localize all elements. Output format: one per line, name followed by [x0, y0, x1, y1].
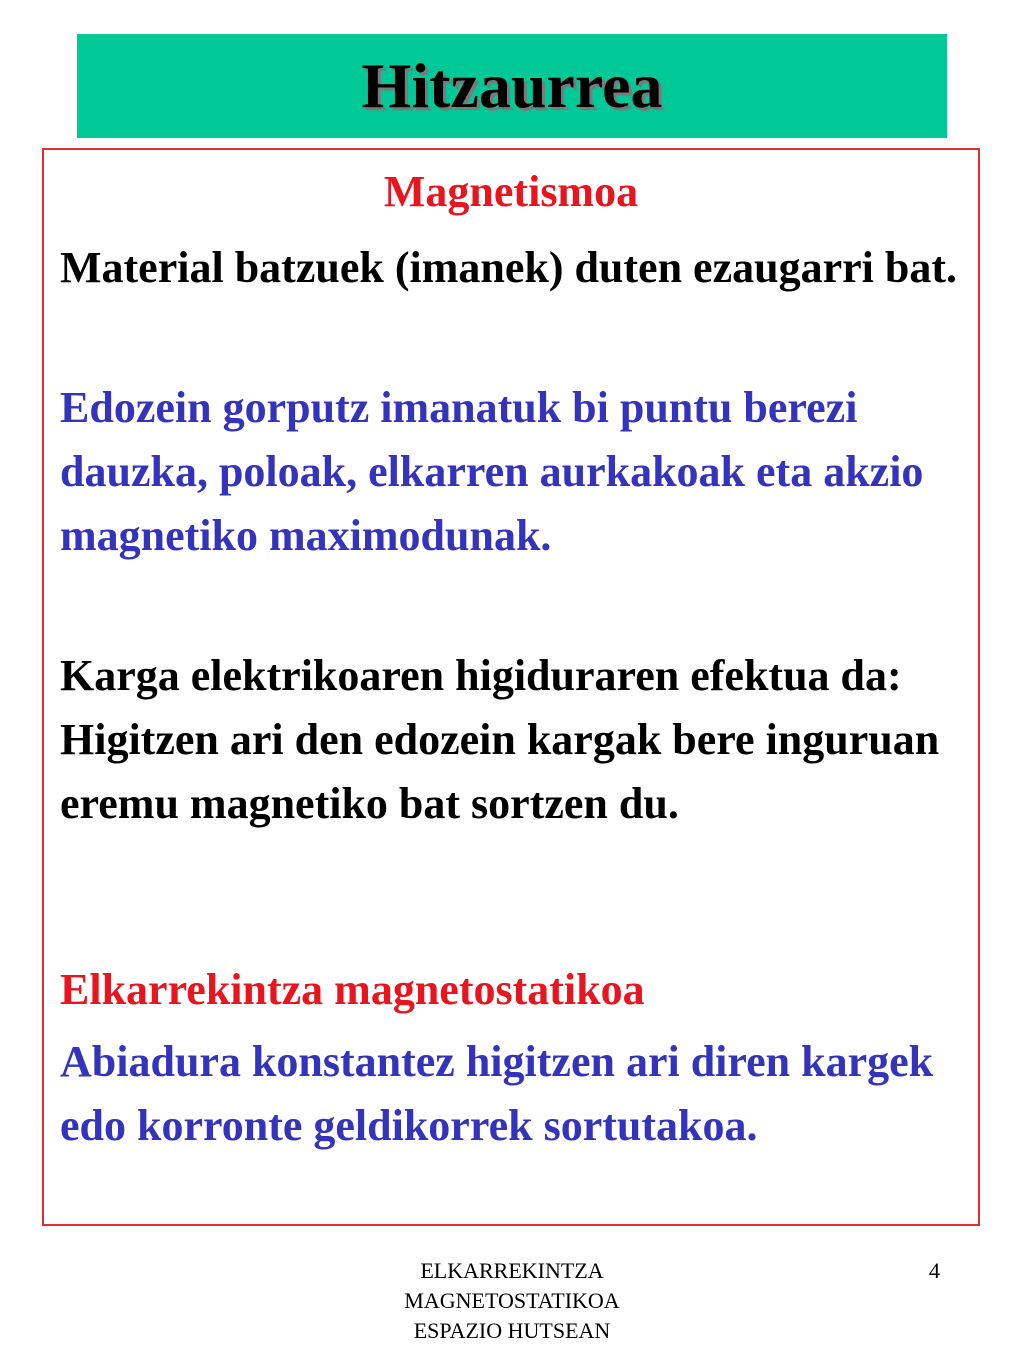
footer-line-1: ELKARREKINTZA: [420, 1258, 604, 1283]
interaction-heading: Elkarrekintza magnetostatikoa: [60, 965, 645, 1014]
title-banner: [77, 34, 947, 138]
content-box: [42, 148, 980, 1226]
interaction-description: Abiadura konstantez higitzen ari diren kargek edo korronte geldikorrek sortutakoa.: [60, 1037, 934, 1150]
poles-description: Edozein gorputz imanatuk bi puntu berezi dauzka, poloak, elkarren aurkakoak eta akzio magnetiko maximodunak.: [60, 383, 924, 560]
magnetism-heading: Magnetismoa: [383, 167, 639, 216]
page-number: 4: [929, 1258, 940, 1283]
slide-title: Hitzaurrea: [361, 50, 663, 121]
magnetism-definition: Material batzuek (imanek) duten ezaugarri bat.: [60, 243, 957, 292]
charge-effect-description: Karga elektrikoaren higiduraren efektua da: Higitzen ari den edozein kargak bere inguruan eremu magnetiko bat sortzen du.: [60, 651, 940, 828]
footer-line-2: MAGNETOSTATIKOA: [404, 1288, 620, 1313]
footer-line-3: ESPAZIO HUTSEAN: [413, 1318, 611, 1343]
footer-title: [360, 1256, 664, 1346]
